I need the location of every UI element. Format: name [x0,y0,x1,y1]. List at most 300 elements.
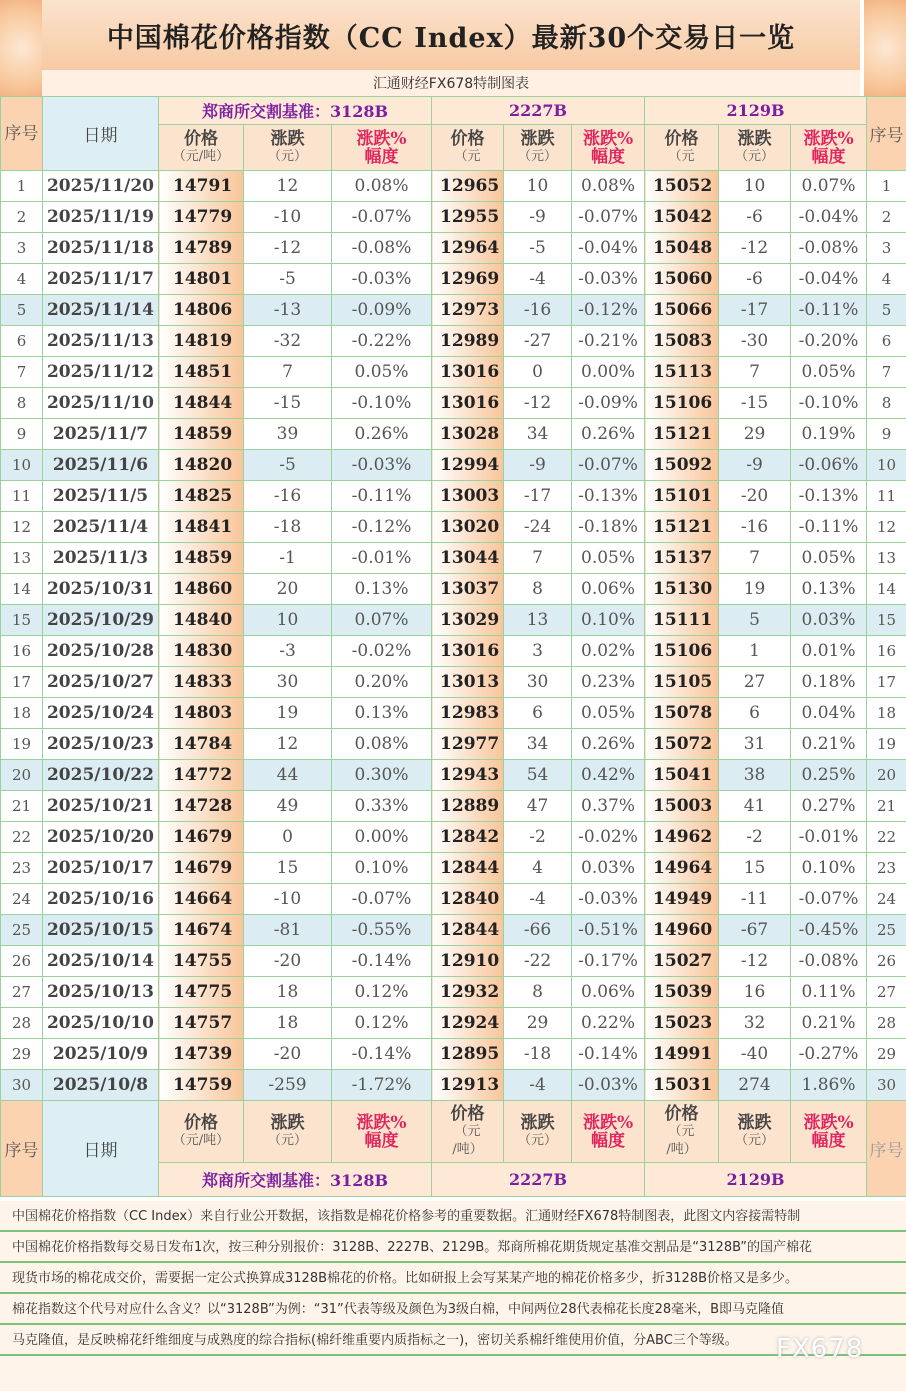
price-2129b: 15105 [645,667,719,698]
pct-2227b: -0.21% [572,326,645,357]
row-date: 2025/10/10 [43,1008,159,1039]
pct-3128b: -0.02% [332,636,432,667]
change-2129b: -9 [719,450,791,481]
pct-3128b: -0.07% [332,884,432,915]
pct-2129b: 0.01% [791,636,867,667]
pct-2227b: -0.03% [572,1070,645,1101]
pct-2227b: -0.03% [572,884,645,915]
row-index: 15 [1,605,43,636]
price-footer-label: 价格 [664,1103,699,1124]
pct-3128b: -0.10% [332,388,432,419]
row-date: 2025/11/19 [43,202,159,233]
change-3128b: 44 [244,760,332,791]
pct-2129b: -0.10% [791,388,867,419]
row-index-right: 30 [867,1070,906,1101]
change-3128b: -3 [244,636,332,667]
table-row [1,636,906,667]
change-2129b: -6 [719,202,791,233]
price-3128b: 14664 [159,884,244,915]
row-index: 21 [1,791,43,822]
price-2227b: 12955 [432,202,504,233]
pct-footer-sub: 幅度 [811,1130,846,1151]
price-unit: （元 [454,148,481,164]
change-2227b: -22 [504,946,572,977]
price-3128b: 14840 [159,605,244,636]
price-header-label: 价格 [664,128,699,149]
price-unit: （元 [454,1123,481,1139]
change-2227b: 4 [504,853,572,884]
price-2129b: 15027 [645,946,719,977]
table-row [1,388,906,419]
pct-2227b: 0.22% [572,1008,645,1039]
pct-2227b: -0.09% [572,388,645,419]
change-2227b: 6 [504,698,572,729]
price-3128b: 14759 [159,1070,244,1101]
price-unit: （元 [668,1123,695,1139]
change-3128b: -259 [244,1070,332,1101]
price-2129b: 15121 [645,419,719,450]
row-index: 16 [1,636,43,667]
pct-2227b: 0.06% [572,977,645,1008]
price-2129b: 14962 [645,822,719,853]
price-footer-label: 价格 [184,1112,218,1133]
pct-3128b: -0.07% [332,202,432,233]
group-footer-2129b: 2129B [645,1163,867,1197]
table-row [1,977,906,1008]
price-2129b: 14964 [645,853,719,884]
row-index: 10 [1,450,43,481]
pct-header-sub: 幅度 [811,146,846,167]
change-2227b: 34 [504,419,572,450]
row-date: 2025/10/15 [43,915,159,946]
price-3128b: 14755 [159,946,244,977]
row-index-right: 19 [867,729,906,760]
row-index: 22 [1,822,43,853]
change-footer [719,1101,791,1163]
change-3128b: -5 [244,264,332,295]
group-footer-3128b: 郑商所交割基准：3128B [159,1163,432,1197]
price-2129b: 15101 [645,481,719,512]
row-index-right: 18 [867,698,906,729]
price-2129b: 15106 [645,388,719,419]
change-2129b: -12 [719,233,791,264]
change-2227b: -4 [504,1070,572,1101]
pct-2129b: -0.11% [791,295,867,326]
seq-footer: 序号 [1,1101,43,1197]
table-row [1,481,906,512]
row-date: 2025/10/29 [43,605,159,636]
price-2227b: 12913 [432,1070,504,1101]
price-2129b: 15078 [645,698,719,729]
row-date: 2025/11/13 [43,326,159,357]
pct-2129b: 0.04% [791,698,867,729]
row-index: 14 [1,574,43,605]
table-row [1,326,906,357]
change-2129b: 32 [719,1008,791,1039]
pct-header-sub: 幅度 [591,146,626,167]
row-date: 2025/10/27 [43,667,159,698]
price-2227b: 13013 [432,667,504,698]
price-2227b: 12844 [432,915,504,946]
row-index-right: 5 [867,295,906,326]
page-subtitle: 汇通财经FX678特制图表 [42,70,860,96]
pct-2129b: -0.20% [791,326,867,357]
change-2129b: -12 [719,946,791,977]
pct-2129b: 0.05% [791,543,867,574]
row-index-right: 15 [867,605,906,636]
pct-footer [572,1101,645,1163]
change-3128b: 30 [244,667,332,698]
row-index: 7 [1,357,43,388]
row-index: 3 [1,233,43,264]
change-2129b: 10 [719,171,791,202]
row-date: 2025/11/14 [43,295,159,326]
table-row [1,295,906,326]
change-2227b: -66 [504,915,572,946]
price-2227b: 12889 [432,791,504,822]
pct-2227b: -0.17% [572,946,645,977]
pct-2227b: -0.18% [572,512,645,543]
price-2129b: 15106 [645,636,719,667]
price-3128b: 14820 [159,450,244,481]
pct-2129b: -0.04% [791,264,867,295]
price-2227b: 13028 [432,419,504,450]
price-3128b: 14674 [159,915,244,946]
change-footer-label: 涨跌 [270,1112,305,1133]
price-2227b: 12994 [432,450,504,481]
group-header-3128b: 郑商所交割基准：3128B [159,97,432,125]
change-3128b: -10 [244,202,332,233]
pct-3128b: -0.03% [332,450,432,481]
pct-2129b: -0.08% [791,946,867,977]
page-title: 中国棉花价格指数（CC Index）最新30个交易日一览 [42,0,860,70]
change-2129b: -17 [719,295,791,326]
change-2227b: -4 [504,884,572,915]
pct-2129b: 0.03% [791,605,867,636]
pct-2129b: -0.07% [791,884,867,915]
pct-3128b: -0.11% [332,481,432,512]
price-2129b: 15083 [645,326,719,357]
change-2129b: 1 [719,636,791,667]
row-index-right: 14 [867,574,906,605]
price-2129b: 15052 [645,171,719,202]
row-index-right: 6 [867,326,906,357]
pct-3128b: 0.13% [332,698,432,729]
pct-2129b: 0.05% [791,357,867,388]
pct-3128b: -0.14% [332,946,432,977]
change-2129b: 19 [719,574,791,605]
price-2227b: 12977 [432,729,504,760]
price-2227b: 12932 [432,977,504,1008]
pct-2227b: 0.03% [572,853,645,884]
change-2227b: -4 [504,264,572,295]
change-unit: （元） [518,1132,558,1148]
change-2227b: -27 [504,326,572,357]
pct-3128b: 0.05% [332,357,432,388]
row-index: 18 [1,698,43,729]
row-index: 11 [1,481,43,512]
note-line: 棉花指数这个代号对应什么含义？以“3128B”为例：“31”代表等级及颜色为3级白棉，中间两位28代表棉花长度28毫米，B即马克隆值 [0,1294,906,1325]
price-2227b: 13003 [432,481,504,512]
table-row [1,543,906,574]
row-index: 19 [1,729,43,760]
pct-2227b: 0.26% [572,419,645,450]
pct-footer-label: 涨跌% [803,1112,854,1133]
pct-2129b: 0.18% [791,667,867,698]
pct-header [332,125,432,171]
row-date: 2025/11/18 [43,233,159,264]
price-2227b: 13037 [432,574,504,605]
price-3128b: 14825 [159,481,244,512]
price-2129b: 15023 [645,1008,719,1039]
price-2227b: 12964 [432,233,504,264]
pct-2227b: 0.23% [572,667,645,698]
change-3128b: -15 [244,388,332,419]
change-2227b: 54 [504,760,572,791]
pct-footer [791,1101,867,1163]
change-footer-label: 涨跌 [737,1112,772,1133]
pct-2129b: 0.07% [791,171,867,202]
price-2129b: 15041 [645,760,719,791]
change-2227b: 8 [504,977,572,1008]
price-2227b: 13016 [432,636,504,667]
row-index-right: 21 [867,791,906,822]
table-row [1,760,906,791]
change-3128b: 19 [244,698,332,729]
change-3128b: -16 [244,481,332,512]
row-index: 1 [1,171,43,202]
pct-2129b: -0.01% [791,822,867,853]
change-2129b: 15 [719,853,791,884]
group-header-2227b: 2227B [432,97,645,125]
change-2129b: 6 [719,698,791,729]
change-2129b: 274 [719,1070,791,1101]
row-index-right: 7 [867,357,906,388]
price-3128b: 14851 [159,357,244,388]
price-header [432,125,504,171]
price-2227b: 12973 [432,295,504,326]
row-index-right: 27 [867,977,906,1008]
price-header [645,125,719,171]
seq-footer-right: 序号 [867,1101,906,1197]
row-date: 2025/10/28 [43,636,159,667]
table-row [1,605,906,636]
row-index: 27 [1,977,43,1008]
price-2227b: 13044 [432,543,504,574]
pct-3128b: -0.08% [332,233,432,264]
seq-header-right: 序号 [867,97,906,171]
row-index: 30 [1,1070,43,1101]
row-index-right: 3 [867,233,906,264]
price-2227b: 12924 [432,1008,504,1039]
change-2129b: -20 [719,481,791,512]
price-header [159,125,244,171]
price-3128b: 14784 [159,729,244,760]
change-footer-label: 涨跌 [520,1112,555,1133]
change-3128b: -81 [244,915,332,946]
table-row [1,946,906,977]
pct-2227b: -0.07% [572,202,645,233]
change-unit: （元） [518,148,558,164]
table-row [1,264,906,295]
pct-3128b: -0.22% [332,326,432,357]
change-2227b: 0 [504,357,572,388]
price-header-label: 价格 [184,128,218,149]
price-2227b: 13016 [432,388,504,419]
pct-2227b: 0.02% [572,636,645,667]
change-unit: （元） [267,1132,307,1148]
row-date: 2025/11/6 [43,450,159,481]
row-date: 2025/10/22 [43,760,159,791]
pct-2129b: 1.86% [791,1070,867,1101]
row-index: 29 [1,1039,43,1070]
change-3128b: -1 [244,543,332,574]
change-2227b: -18 [504,1039,572,1070]
change-2227b: 8 [504,574,572,605]
pct-3128b: 0.08% [332,729,432,760]
notes-section [0,1201,906,1391]
pct-2227b: 0.00% [572,357,645,388]
change-2129b: -15 [719,388,791,419]
change-2129b: 29 [719,419,791,450]
row-index-right: 20 [867,760,906,791]
row-date: 2025/10/9 [43,1039,159,1070]
pct-2129b: -0.11% [791,512,867,543]
price-2129b: 15111 [645,605,719,636]
price-3128b: 14739 [159,1039,244,1070]
change-2227b: 7 [504,543,572,574]
pct-2129b: 0.27% [791,791,867,822]
change-3128b: 10 [244,605,332,636]
price-2227b: 12840 [432,884,504,915]
pct-header-label: 涨跌% [582,128,634,149]
pct-header-label: 涨跌% [803,128,854,149]
row-index: 9 [1,419,43,450]
pct-3128b: -0.12% [332,512,432,543]
change-2129b: -11 [719,884,791,915]
change-3128b: 12 [244,729,332,760]
table-row [1,202,906,233]
watermark: FX678 [776,1334,864,1364]
row-index: 12 [1,512,43,543]
row-index-right: 29 [867,1039,906,1070]
pct-3128b: 0.26% [332,419,432,450]
row-index-right: 11 [867,481,906,512]
row-index: 25 [1,915,43,946]
change-3128b: 0 [244,822,332,853]
table-row [1,729,906,760]
pct-3128b: -1.72% [332,1070,432,1101]
change-2227b: 30 [504,667,572,698]
pct-header-label: 涨跌% [356,128,407,149]
price-2129b: 15113 [645,357,719,388]
row-index: 2 [1,202,43,233]
price-3128b: 14801 [159,264,244,295]
change-3128b: 39 [244,419,332,450]
change-2227b: -16 [504,295,572,326]
row-date: 2025/11/4 [43,512,159,543]
row-index-right: 4 [867,264,906,295]
price-2227b: 12844 [432,853,504,884]
pct-footer-sub: 幅度 [591,1130,626,1151]
row-index-right: 26 [867,946,906,977]
date-footer: 日期 [43,1101,159,1197]
row-index-right: 25 [867,915,906,946]
row-index-right: 23 [867,853,906,884]
row-date: 2025/11/20 [43,171,159,202]
price-2227b: 12969 [432,264,504,295]
change-2227b: 3 [504,636,572,667]
change-2227b: -17 [504,481,572,512]
change-3128b: 15 [244,853,332,884]
table-row [1,574,906,605]
price-3128b: 14859 [159,543,244,574]
row-date: 2025/10/23 [43,729,159,760]
change-2227b: -12 [504,388,572,419]
change-2227b: -2 [504,822,572,853]
table-row [1,667,906,698]
change-2227b: 34 [504,729,572,760]
row-index-right: 24 [867,884,906,915]
change-3128b: 7 [244,357,332,388]
pct-3128b: -0.03% [332,264,432,295]
price-2227b: 12842 [432,822,504,853]
row-date: 2025/11/12 [43,357,159,388]
change-2129b: 31 [719,729,791,760]
group-header-2129b: 2129B [645,97,867,125]
price-2227b: 13020 [432,512,504,543]
pct-2227b: 0.10% [572,605,645,636]
table-row [1,512,906,543]
table-row [1,822,906,853]
change-3128b: 20 [244,574,332,605]
price-3128b: 14757 [159,1008,244,1039]
pct-footer [332,1101,432,1163]
price-2227b: 12983 [432,698,504,729]
row-date: 2025/10/13 [43,977,159,1008]
change-3128b: -5 [244,450,332,481]
change-2129b: 7 [719,543,791,574]
price-2129b: 15072 [645,729,719,760]
note-line: 中国棉花价格指数每交易日发布1次，按三种分别报价：3128B、2227B、2129B。郑商所棉花期货规定基准交割品是“3128B”的国产棉花 [0,1232,906,1263]
row-index: 13 [1,543,43,574]
price-2227b: 13016 [432,357,504,388]
pct-2227b: 0.26% [572,729,645,760]
seq-header-label: 序号 [4,123,39,144]
row-index-right: 22 [867,822,906,853]
price-3128b: 14775 [159,977,244,1008]
change-2129b: -2 [719,822,791,853]
change-2129b: -67 [719,915,791,946]
table-row [1,1039,906,1070]
price-2129b: 15060 [645,264,719,295]
row-index: 23 [1,853,43,884]
price-unit: （元/吨） [172,1132,230,1148]
pct-2129b: -0.45% [791,915,867,946]
price-2227b: 12965 [432,171,504,202]
price-unit-2: /吨） [666,1141,697,1157]
change-2227b: -9 [504,450,572,481]
pct-2129b: -0.08% [791,233,867,264]
change-3128b: -13 [244,295,332,326]
row-date: 2025/10/14 [43,946,159,977]
price-footer [645,1101,719,1163]
price-3128b: 14789 [159,233,244,264]
row-index: 6 [1,326,43,357]
price-3128b: 14860 [159,574,244,605]
price-3128b: 14728 [159,791,244,822]
row-index: 17 [1,667,43,698]
